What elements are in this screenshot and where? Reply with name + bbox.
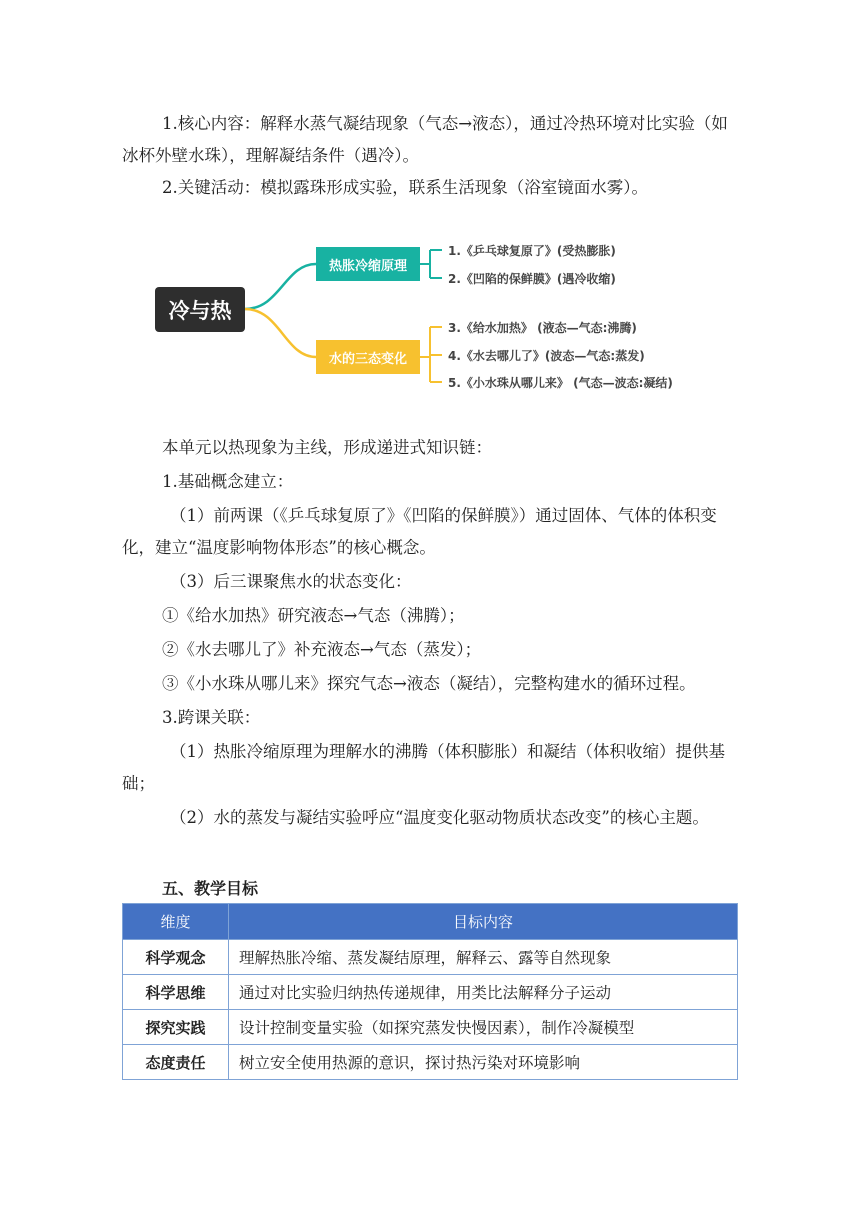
chain-intro: 本单元以热现象为主线，形成递进式知识链：	[162, 438, 492, 457]
mind-map-leaf: 3.《给水加热》 (液态—气态:沸腾)	[448, 321, 637, 335]
mind-map-root: 冷与热	[155, 287, 245, 332]
table-row	[123, 1010, 738, 1045]
table-row	[123, 940, 738, 975]
dimension-cell: 科学观念	[123, 940, 229, 975]
table-header-row	[123, 904, 738, 940]
summary-key-activity: 2.关键活动：模拟露珠形成实验，联系生活现象（浴室镜面水雾）。	[162, 178, 648, 197]
teaching-goals-table	[122, 903, 738, 1080]
table-row	[123, 975, 738, 1010]
header-goal-content: 目标内容	[229, 904, 738, 940]
goal-cell: 通过对比实验归纳热传递规律，用类比法解释分子运动	[229, 975, 738, 1010]
mind-map-leaf: 2.《凹陷的保鲜膜》(遇冷收缩)	[448, 272, 616, 286]
goal-cell: 树立安全使用热源的意识，探讨热污染对环境影响	[229, 1045, 738, 1080]
header-dimension: 维度	[123, 904, 229, 940]
dimension-cell: 态度责任	[123, 1045, 229, 1080]
table-row	[123, 1045, 738, 1080]
dimension-cell: 探究实践	[123, 1010, 229, 1045]
mind-map-leaf: 4.《水去哪儿了》(波态—气态:蒸发)	[448, 349, 645, 363]
mind-map-branch-expansion: 热胀冷缩原理	[316, 247, 420, 281]
chain-item: ②《水去哪儿了》补充液态→气态（蒸发）；	[162, 640, 482, 659]
goal-cell: 设计控制变量实验（如探究蒸发快慢因素），制作冷凝模型	[229, 1010, 738, 1045]
chain-heading-basics: 1.基础概念建立：	[162, 472, 294, 491]
chain-paragraph-3: （3）后三课聚焦水的状态变化：	[170, 572, 412, 591]
chain-heading-cross: 3.跨课关联：	[162, 708, 261, 727]
chain-cross-1: （1）热胀冷缩原理为理解水的沸腾（体积膨胀）和凝结（体积收缩）提供基础；	[122, 742, 725, 793]
chain-item: ①《给水加热》研究液态→气态（沸腾）；	[162, 606, 465, 625]
chain-item: ③《小水珠从哪儿来》探究气态→液态（凝结），完整构建水的循环过程。	[162, 674, 696, 693]
section-heading: 五、教学目标	[162, 879, 259, 898]
mind-map-leaf: 5.《小水珠从哪儿来》 (气态—波态:凝结)	[448, 376, 673, 390]
chain-cross-2: （2）水的蒸发与凝结实验呼应“温度变化驱动物质状态改变”的核心主题。	[170, 808, 709, 827]
mind-map	[155, 230, 715, 400]
mind-map-branch-water-states: 水的三态变化	[316, 340, 420, 374]
chain-paragraph-1: （1）前两课（《乒乓球复原了》《凹陷的保鲜膜》）通过固体、气体的体积变化，建立“温度影响物体形态”的核心概念。	[122, 506, 717, 557]
dimension-cell: 科学思维	[123, 975, 229, 1010]
mind-map-leaf: 1.《乒乓球复原了》(受热膨胀)	[448, 244, 616, 258]
summary-core-content: 1.核心内容：解释水蒸气凝结现象（气态→液态），通过冷热环境对比实验（如冰杯外壁水珠），理解凝结条件（遇冷）。	[122, 114, 728, 165]
goal-cell: 理解热胀冷缩、蒸发凝结原理，解释云、露等自然现象	[229, 940, 738, 975]
